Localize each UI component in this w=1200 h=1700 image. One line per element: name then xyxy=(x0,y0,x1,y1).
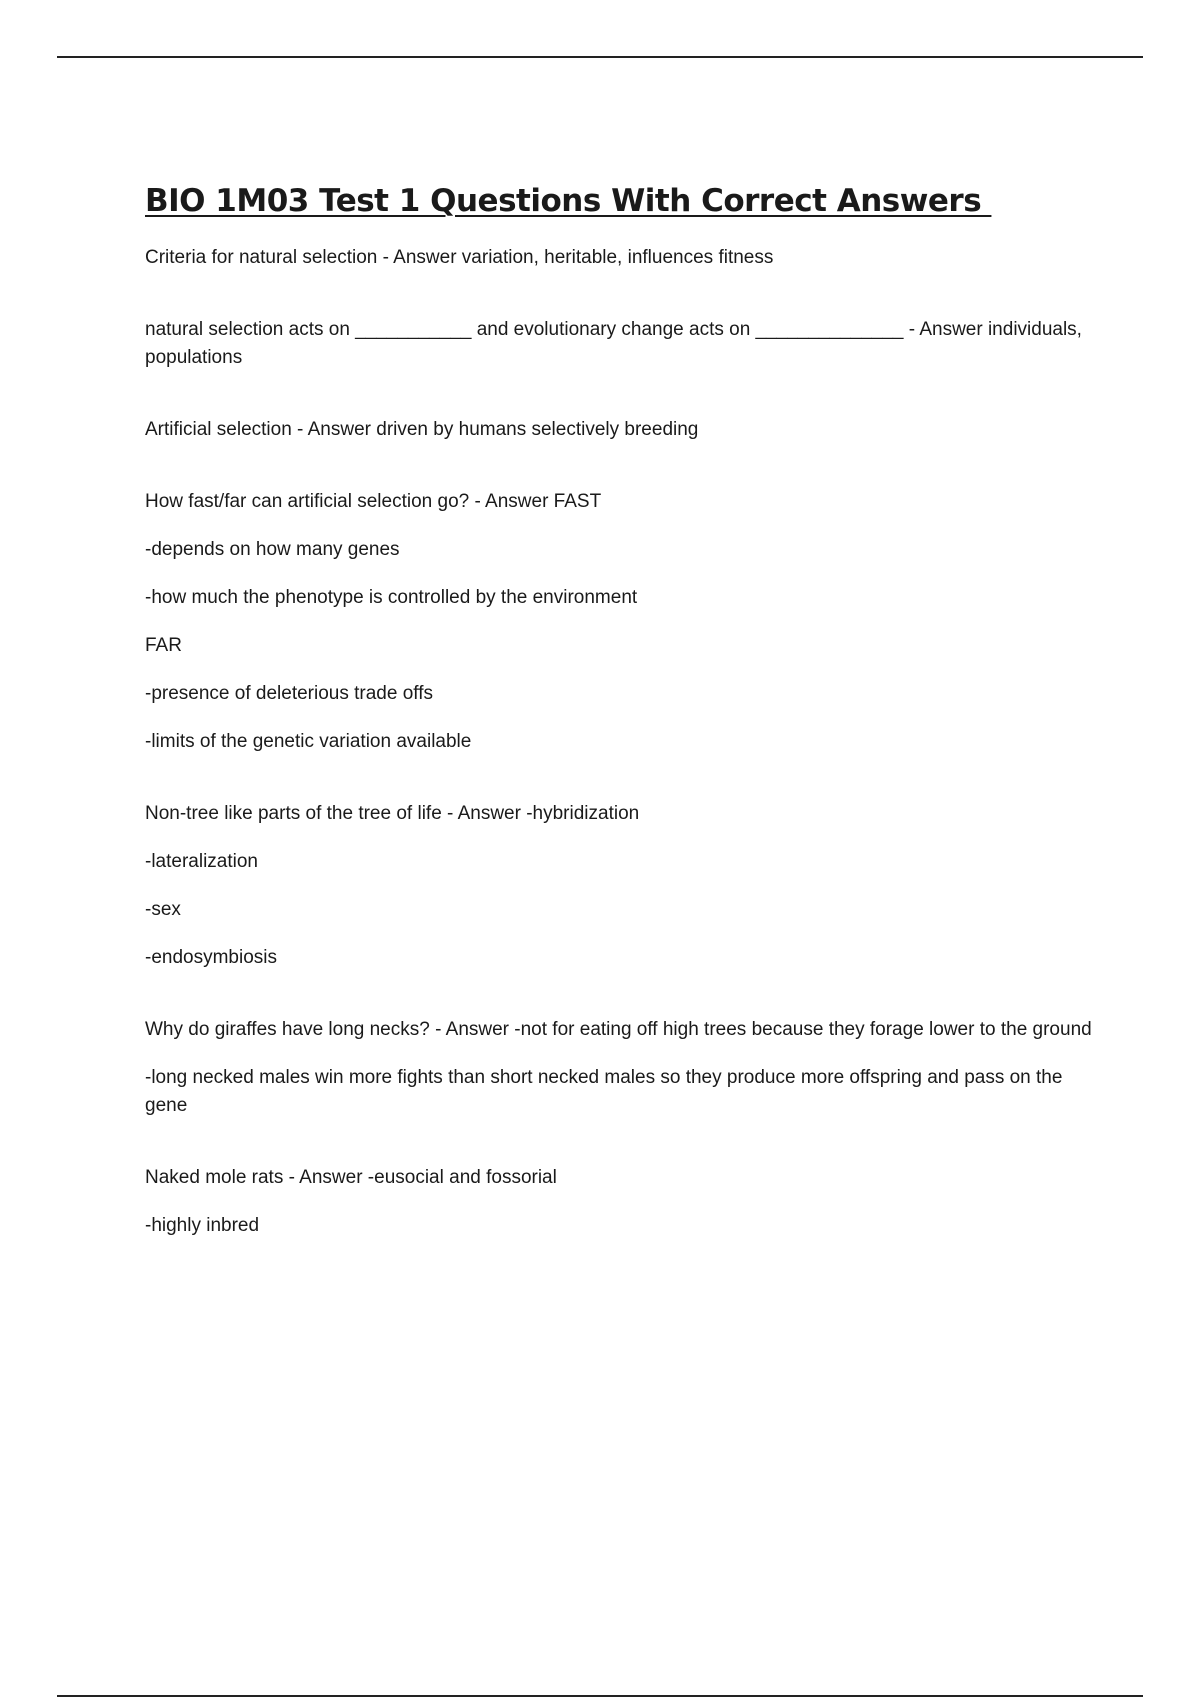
qa-item-artificial-selection-speed xyxy=(145,488,1095,756)
top-rule xyxy=(57,56,1143,58)
qa-line: Naked mole rats - Answer -eusocial and fossorial xyxy=(145,1167,557,1188)
qa-line: Non-tree like parts of the tree of life - Answer -hybridization xyxy=(145,803,640,824)
qa-line: -lateralization xyxy=(145,851,258,872)
qa-item-natural-selection-acts-on xyxy=(145,316,1095,372)
document-body xyxy=(145,178,1095,1260)
document-title: BIO 1M03 Test 1 Questions With Correct Answers xyxy=(145,183,992,219)
qa-line: How fast/far can artificial selection go? - Answer FAST xyxy=(145,491,602,512)
qa-line: -long necked males win more fights than short necked males so they produce more offspring and pass on the gene xyxy=(145,1067,1068,1116)
qa-line: -limits of the genetic variation available xyxy=(145,731,472,752)
qa-line: Criteria for natural selection - Answer variation, heritable, influences fitness xyxy=(145,247,774,268)
qa-line: -depends on how many genes xyxy=(145,539,400,560)
qa-line: natural selection acts on ___________ and evolutionary change acts on ______________ - Answer individuals, populations xyxy=(145,319,1088,368)
qa-item-naked-mole-rats xyxy=(145,1164,1095,1240)
bottom-rule xyxy=(57,1695,1143,1697)
qa-line: -highly inbred xyxy=(145,1215,260,1236)
qa-line: FAR xyxy=(145,635,182,656)
qa-line: -presence of deleterious trade offs xyxy=(145,683,433,704)
qa-item-non-tree-like-parts xyxy=(145,800,1095,972)
qa-item-criteria-natural-selection xyxy=(145,244,1095,272)
qa-line: -endosymbiosis xyxy=(145,947,277,968)
qa-line: Artificial selection - Answer driven by humans selectively breeding xyxy=(145,419,699,440)
qa-item-artificial-selection xyxy=(145,416,1095,444)
qa-item-giraffe-necks xyxy=(145,1016,1095,1120)
qa-line: -how much the phenotype is controlled by the environment xyxy=(145,587,638,608)
qa-line: Why do giraffes have long necks? - Answer -not for eating off high trees because they forage lower to the ground xyxy=(145,1019,1092,1040)
qa-line: -sex xyxy=(145,899,181,920)
